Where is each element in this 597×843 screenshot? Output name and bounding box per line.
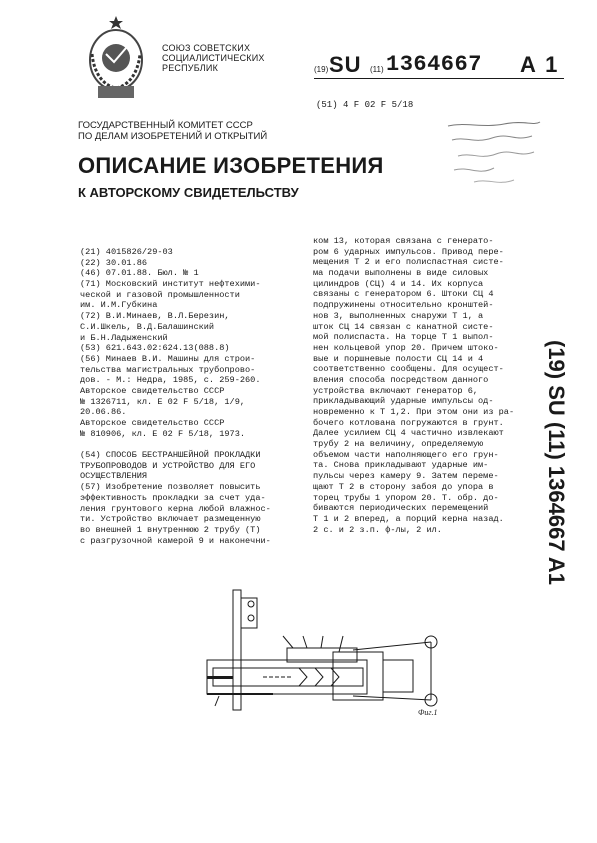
- text-line: торец трубы 1 упором 20. Т. обр. до-: [313, 492, 499, 503]
- text-line: пульсы через камеру 9. Затем переме-: [313, 471, 499, 482]
- text-line: ления грунтового керна любой влажнос-: [80, 503, 271, 514]
- text-line: с разгрузочной камерой 9 и наконечни-: [80, 535, 271, 546]
- text-line: 2 с. и 2 з.п. ф-лы, 2 ил.: [313, 524, 442, 535]
- text-line: та. Снова прикладывают ударные им-: [313, 460, 489, 471]
- text-line: [80, 439, 271, 450]
- text-line: (53) 621.643.02:624.13(088.8): [80, 343, 230, 354]
- bibliographic-column: [80, 247, 271, 546]
- text-line: № 1326711, кл. E 02 F 5/18, 1/9,: [80, 396, 246, 407]
- text-line: подпружинены относительно кронштей-: [313, 300, 494, 311]
- committee: [78, 120, 267, 142]
- text-line: (71) Московский институт нефтехими-: [80, 279, 261, 290]
- text-line: (72) В.И.Минаев, В.Л.Березин,: [80, 311, 230, 322]
- text-line: щают Т 2 в сторону забоя до упора в: [313, 481, 494, 492]
- text-line: С.И.Шкель, В.Д.Балашинский: [80, 321, 215, 332]
- committee-line: ГОСУДАРСТВЕННЫЙ КОМИТЕТ СССР: [78, 120, 253, 131]
- org-line: СОЮЗ СОВЕТСКИХ: [162, 43, 251, 53]
- text-line: ТРУБОПРОВОДОВ И УСТРОЙСТВО ДЛЯ ЕГО: [80, 460, 256, 471]
- committee-line: ПО ДЕЛАМ ИЗОБРЕТЕНИЙ И ОТКРЫТИЙ: [78, 131, 268, 142]
- text-line: тельства магистральных трубопрово-: [80, 364, 256, 375]
- text-line: объемом части наполняющего его грун-: [313, 449, 499, 460]
- text-line: ком 13, которая связана с генерато-: [313, 236, 494, 246]
- figure-label: Фиг.1: [418, 708, 438, 717]
- text-line: (56) Минаев В.И. Машины для строи-: [80, 353, 256, 364]
- text-line: связаны с генератором 6. Штоки СЦ 4: [313, 289, 494, 300]
- text-line: дов. - М.: Недра, 1985, с. 259-260.: [80, 375, 261, 386]
- text-line: (57) Изобретение позволяет повысить: [80, 482, 261, 493]
- text-line: новременно к Т 1,2. При этом они из ра-: [313, 407, 515, 417]
- org-line: СОЦИАЛИСТИЧЕСКИХ: [162, 53, 265, 63]
- text-line: (22) 30.01.86: [80, 257, 148, 268]
- text-line: трубу 2 на величину, определяемую: [313, 439, 484, 450]
- org-line: РЕСПУБЛИК: [162, 63, 219, 73]
- text-line: во внешней 1 внутреннюю 2 трубу (Т): [80, 524, 261, 535]
- text-line: № 810906, кл. E 02 F 5/18, 1973.: [80, 428, 246, 439]
- text-line: нен кольцевой упор 20. Причем штоко-: [313, 342, 499, 353]
- text-line: и Б.Н.Ладыженский: [80, 332, 168, 343]
- text-line: ма подачи выполнены в виде силовых: [313, 268, 489, 279]
- text-line: мещения Т 2 и его полиспастная систе-: [313, 257, 504, 268]
- text-line: Далее усилием СЦ 4 частично извлекают: [313, 428, 504, 439]
- text-line: бочего котлована погружаются в грунт.: [313, 417, 504, 428]
- text-line: ром 6 ударных импульсов. Привод пере-: [313, 246, 504, 257]
- document-title: ОПИСАНИЕ ИЗОБРЕТЕНИЯ: [78, 153, 384, 178]
- code-11: (11): [370, 65, 384, 74]
- text-line: Авторское свидетельство СССР: [80, 385, 225, 396]
- text-line: соответственно сообщены. Для осущест-: [313, 364, 504, 375]
- text-line: вые и поршневые полости СЦ 14 и 4: [313, 353, 484, 364]
- text-line: (54) СПОСОБ БЕСТРАНШЕЙНОЙ ПРОКЛАДКИ: [80, 450, 261, 461]
- text-line: (46) 07.01.88. Бюл. № 1: [80, 268, 199, 279]
- document-subtitle: К АВТОРСКОМУ СВИДЕТЕЛЬСТВУ: [78, 185, 299, 200]
- text-line: вления способа посредством данного: [313, 374, 489, 385]
- side-identifier: [525, 340, 569, 670]
- text-line: ческой и газовой промышленности: [80, 289, 240, 300]
- country-code: SU: [329, 52, 362, 77]
- header-rule: [314, 78, 564, 79]
- text-line: мой полиспаста. На торце Т 1 выпол-: [313, 332, 494, 343]
- code-19: (19): [314, 65, 329, 74]
- text-line: нов 3, выполненных снаружи Т 1, а: [313, 310, 484, 321]
- text-line: Т 1 и 2 вперед, а порций керна назад.: [313, 513, 504, 524]
- text-line: цилиндров (СЦ) 4 и 14. Их корпуса: [313, 278, 484, 289]
- text-line: биваются периодических перемещений: [313, 503, 489, 514]
- text-line: прикладывающий ударные импульсы од-: [313, 396, 494, 407]
- text-line: шток СЦ 14 связан с канатной систе-: [313, 321, 494, 332]
- text-line: Авторское свидетельство СССР: [80, 418, 225, 428]
- text-line: эффективность прокладки за счет уда-: [80, 492, 266, 503]
- side-identifier-text: (19) SU (11) 1364667 A1: [544, 340, 569, 585]
- text-line: ти. Устройство включает размещенную: [80, 514, 261, 525]
- text-line: 20.06.86.: [80, 407, 127, 418]
- library-stamp-icon: [444, 118, 544, 193]
- kind-code: A 1: [520, 52, 560, 77]
- text-line: (21) 4015826/29-03: [80, 247, 173, 257]
- text-line: ОСУЩЕСТВЛЕНИЯ: [80, 471, 148, 482]
- ipc-classification: (51) 4 F 02 F 5/18: [316, 100, 414, 110]
- text-line: им. И.М.Губкина: [80, 300, 158, 311]
- text-line: устройства включают генератор 6,: [313, 385, 479, 396]
- issuing-state: [162, 43, 265, 73]
- abstract-column: [313, 236, 514, 535]
- state-emblem-icon: [84, 14, 148, 102]
- patent-drawing: [203, 578, 453, 718]
- patent-number: 1364667: [386, 52, 482, 77]
